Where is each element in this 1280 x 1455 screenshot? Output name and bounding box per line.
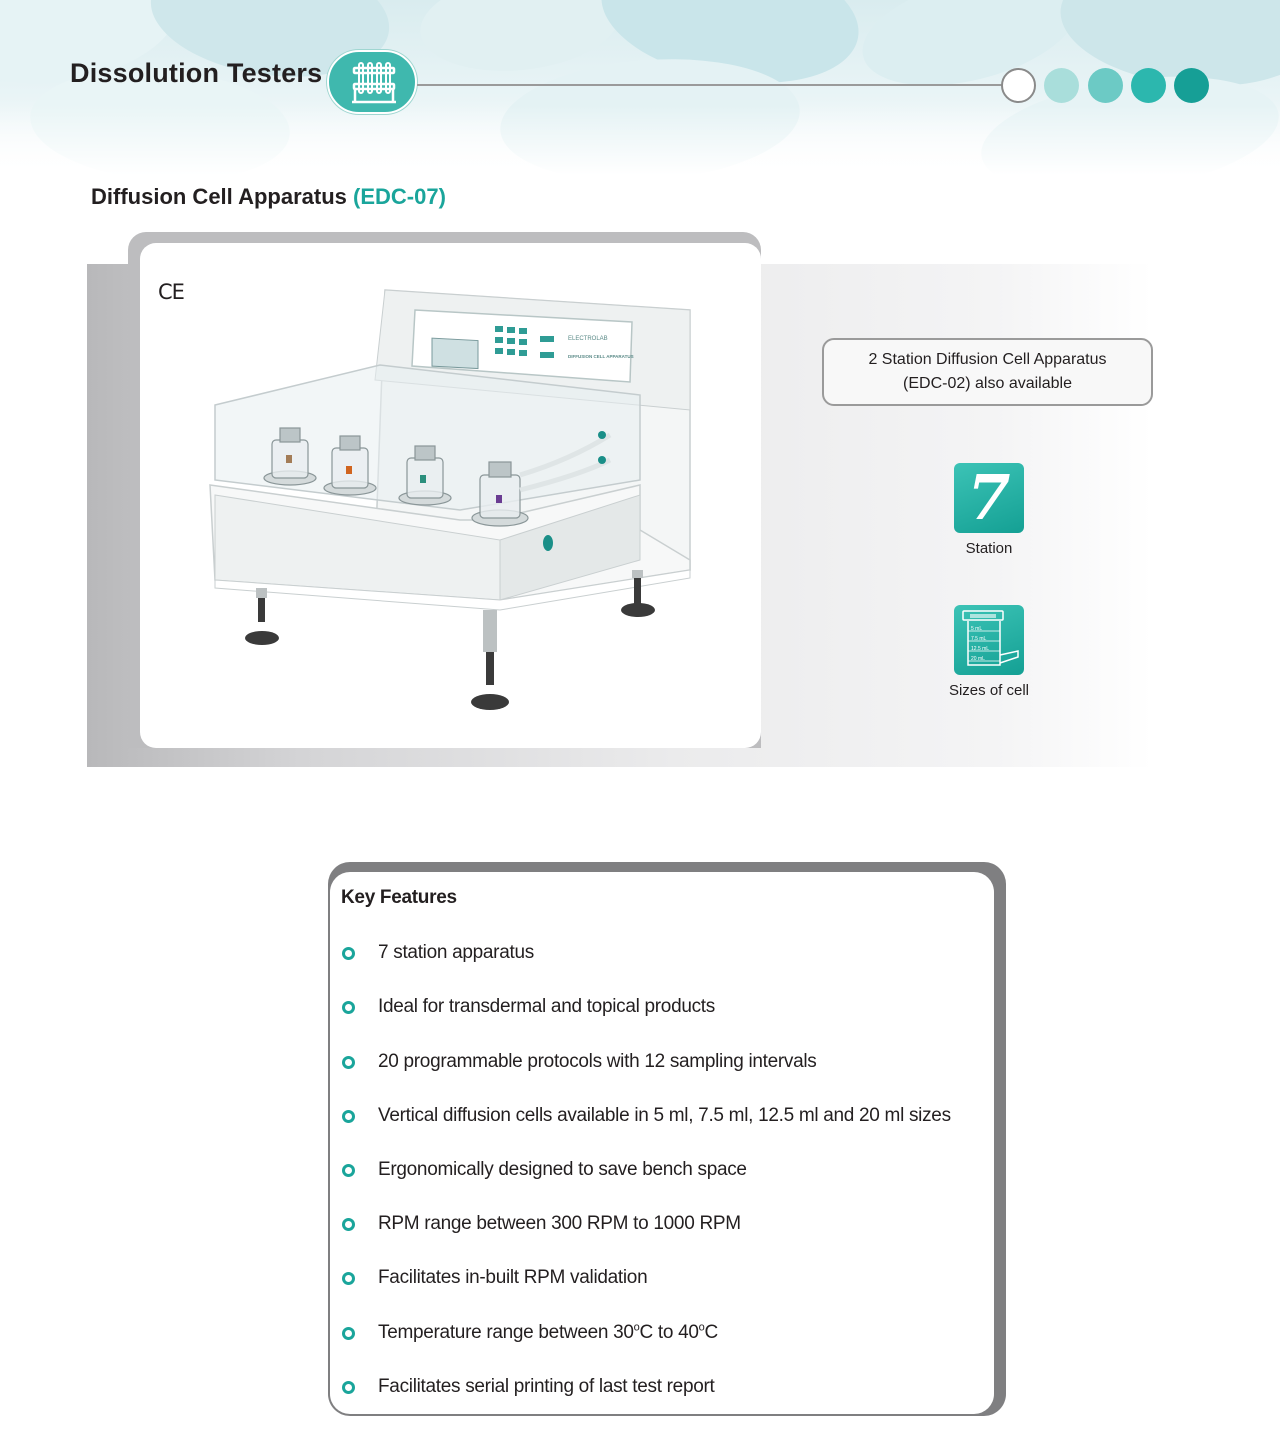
feature-text: Vertical diffusion cells available in 5 ml, 7.5 ml, 12.5 ml and 20 ml sizes [378, 1105, 951, 1126]
bullet-ring-icon [342, 1218, 355, 1231]
feature-text [378, 1319, 718, 1347]
station-count: 7 [967, 461, 1011, 534]
cell-sizes-caption: Sizes of cell [948, 682, 1030, 699]
temperature-text: Temperature range between 30 [378, 1322, 634, 1343]
progress-dot [1044, 68, 1079, 103]
device-brand-label: ELECTROLAB [568, 336, 608, 342]
page-title: Dissolution Testers [70, 58, 323, 88]
cell-sizes-icon [954, 605, 1024, 675]
bullet-ring-icon [342, 1001, 355, 1014]
feature-text: 7 station apparatus [378, 942, 534, 963]
progress-dot [1088, 68, 1123, 103]
progress-dot [1131, 68, 1166, 103]
temperature-text: C to 40 [639, 1322, 699, 1343]
number-seven-icon [954, 463, 1024, 533]
product-title [91, 184, 446, 210]
product-name: Diffusion Cell Apparatus [91, 184, 347, 209]
bullet-ring-icon [342, 1327, 355, 1340]
feature-text: Facilitates in-built RPM validation [378, 1267, 648, 1288]
progress-dot [1174, 68, 1209, 103]
header-divider [417, 84, 1003, 86]
cell-size-label: 12.5 mL [971, 646, 990, 652]
cell-size-label: 5 mL [971, 626, 983, 632]
product-model: (EDC-07) [353, 184, 446, 209]
degree-mark: o [698, 1321, 705, 1334]
device-model-label: DIFFUSION CELL APPARATUS [568, 354, 634, 359]
cell-size-label: 20 mL [971, 656, 985, 662]
variant-note-line1: 2 Station Diffusion Cell Apparatus [868, 351, 1107, 368]
temperature-text: C [704, 1322, 718, 1343]
bullet-ring-icon [342, 1272, 355, 1285]
bullet-ring-icon [342, 1381, 355, 1394]
progress-dot-current [1001, 68, 1036, 103]
feature-text: Facilitates serial printing of last test report [378, 1376, 715, 1397]
diffusion-cell-apparatus-image [200, 270, 700, 720]
dissolution-rack-icon [327, 50, 417, 114]
variant-note [822, 338, 1153, 406]
degree-mark: o [633, 1321, 640, 1334]
cell-size-label: 7.5 mL [971, 636, 987, 642]
feature-text: Ideal for transdermal and topical products [378, 996, 715, 1017]
bullet-ring-icon [342, 1110, 355, 1123]
feature-text: Ergonomically designed to save bench space [378, 1159, 747, 1180]
feature-text: RPM range between 300 RPM to 1000 RPM [378, 1213, 741, 1234]
bullet-ring-icon [342, 947, 355, 960]
bullet-ring-icon [342, 1164, 355, 1177]
variant-note-line2: (EDC-02) also available [903, 375, 1072, 392]
ce-mark: CE [158, 280, 184, 304]
bullet-ring-icon [342, 1056, 355, 1069]
feature-text: 20 programmable protocols with 12 sampling intervals [378, 1051, 817, 1072]
station-caption: Station [965, 540, 1013, 557]
features-title: Key Features [341, 887, 457, 908]
